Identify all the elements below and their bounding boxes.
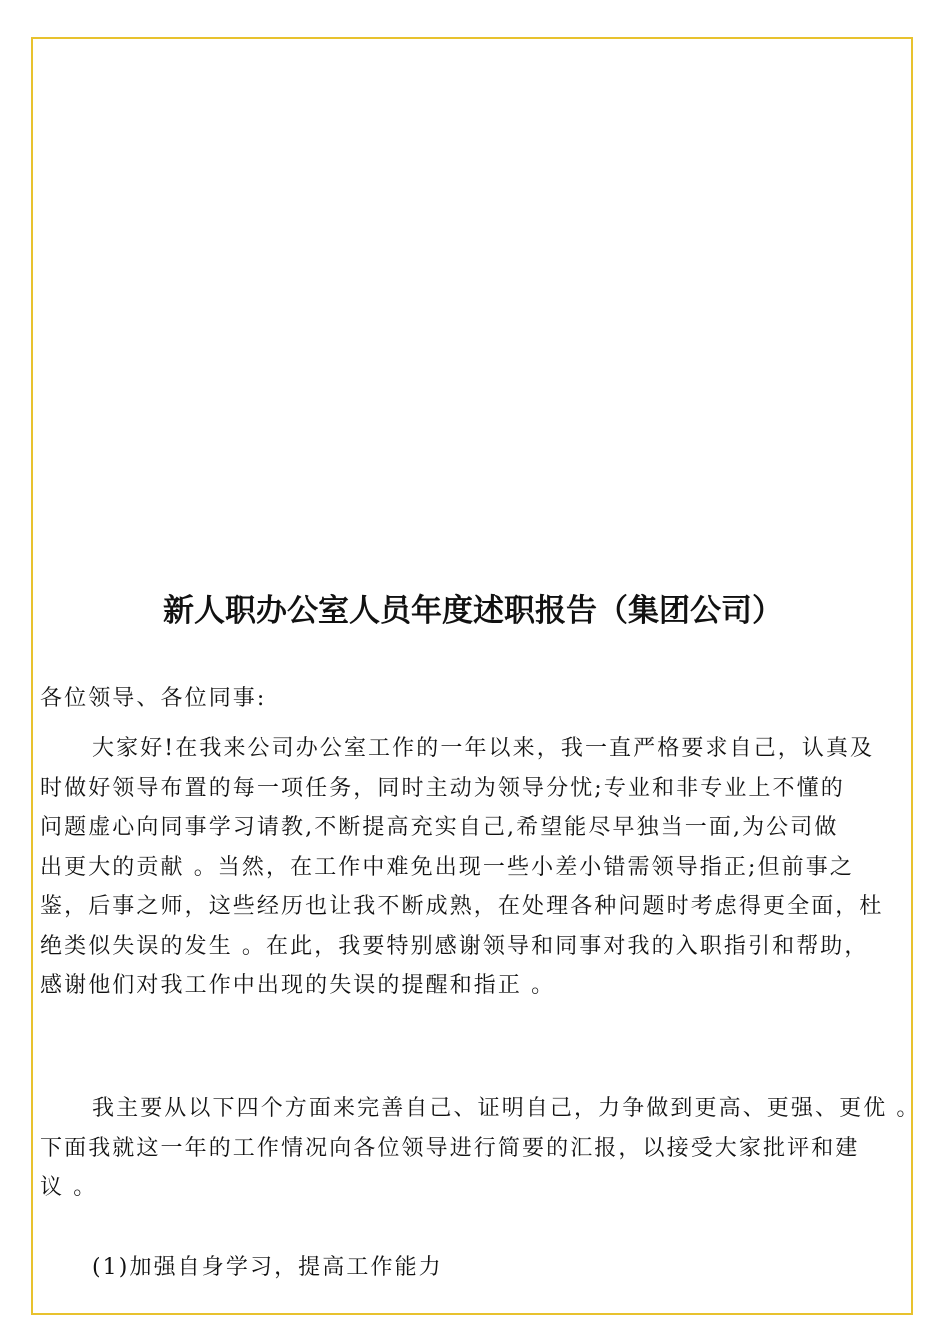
section-heading-1 bbox=[40, 1248, 906, 1288]
document-title: 新人职办公室人员年度述职报告（集团公司） bbox=[163, 593, 783, 629]
paragraph-1-line: 问题虚心向同事学习请教,不断提高充实自己,希望能尽早独当一面,为公司做 bbox=[40, 815, 839, 840]
paragraph-1-line: 感谢他们对我工作中出现的失误的提醒和指正 。 bbox=[40, 973, 556, 998]
paragraph-1 bbox=[40, 729, 906, 1006]
paragraph-1-line: 时做好领导布置的每一项任务，同时主动为领导分忧;专业和非专业上不懂的 bbox=[40, 775, 845, 801]
paragraph-1-line: 鉴，后事之师，这些经历也让我不断成熟，在处理各种问题时考虑得更全面，杜 bbox=[40, 894, 884, 919]
paragraph-1-line: 大家好!在我来公司办公室工作的一年以来，我一直严格要求自己，认真及 bbox=[92, 736, 875, 761]
paragraph-2-line: 我主要从以下四个方面来完善自己、证明自己，力争做到更高、更强、更优 。 bbox=[92, 1096, 921, 1121]
paragraph-2 bbox=[40, 1089, 921, 1208]
greeting-line: 各位领导、各位同事: bbox=[40, 686, 267, 711]
paragraph-2-line: 议 。 bbox=[40, 1175, 98, 1200]
paragraph-1-line: 绝类似失误的发生 。在此，我要特别感谢领导和同事对我的入职指引和帮助， bbox=[40, 933, 869, 959]
section-heading-1-text: (1)加强自身学习，提高工作能力 bbox=[92, 1255, 443, 1280]
paragraph-2-line: 下面我就这一年的工作情况向各位领导进行简要的汇报，以接受大家批评和建 bbox=[40, 1135, 860, 1161]
paragraph-1-line: 出更大的贡献 。当然，在工作中难免出现一些小差小错需领导指正;但前事之 bbox=[40, 854, 854, 880]
